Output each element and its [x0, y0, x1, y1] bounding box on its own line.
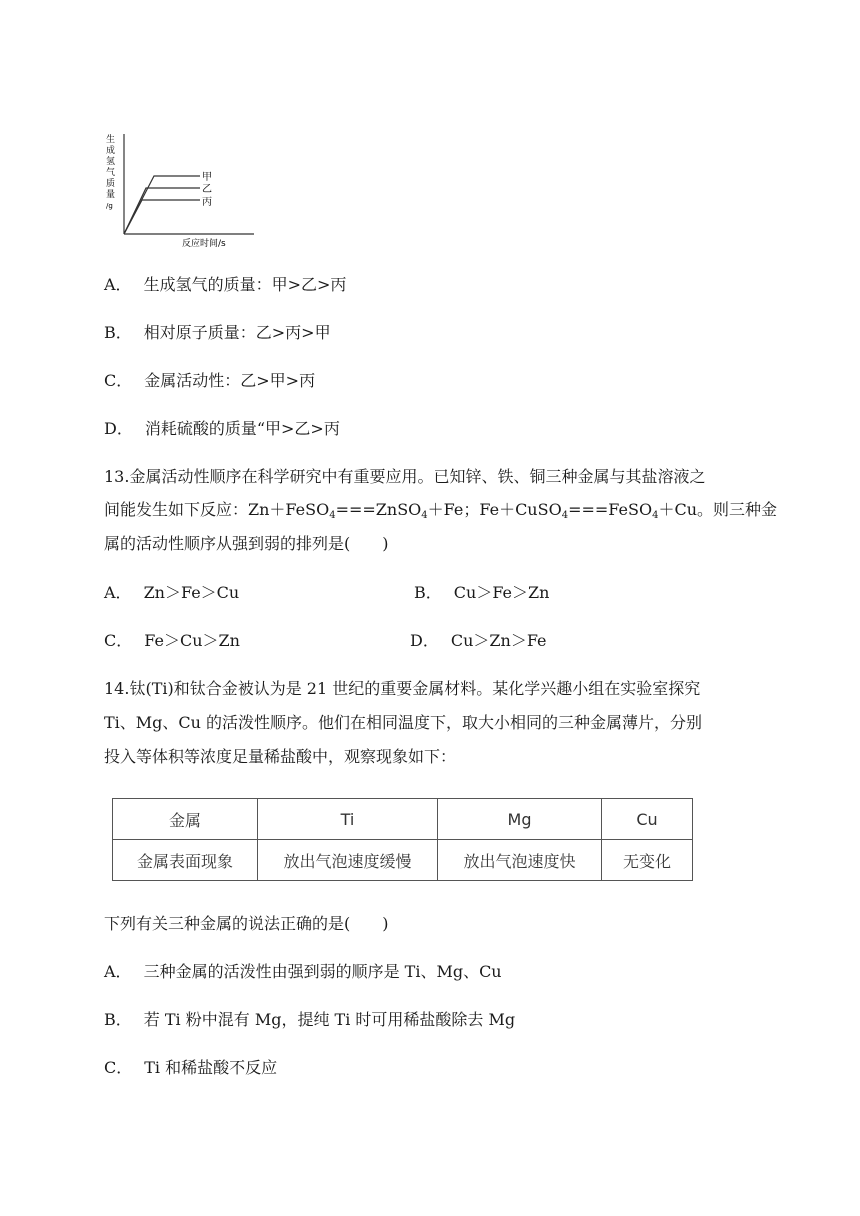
- option-text: Cu＞Zn＞Fe: [450, 631, 547, 650]
- option-text: 相对原子质量：乙>丙>甲: [143, 323, 331, 342]
- q13-option-d: [410, 629, 547, 653]
- series-label-yi: 乙: [202, 184, 212, 195]
- q12-option-d: [104, 417, 340, 441]
- option-label: C．: [104, 631, 133, 650]
- subscript: 4: [329, 510, 336, 521]
- option-label: D．: [410, 631, 439, 650]
- option-text: 生成氢气的质量：甲>乙>丙: [143, 275, 347, 294]
- observation-table: [112, 798, 693, 881]
- q14-stem-line-1: 14.钛(Ti)和钛合金被认为是 21 世纪的重要金属材料。某化学兴趣小组在实验室探究: [104, 679, 701, 698]
- subscript: 4: [652, 510, 659, 521]
- y-label-char: 质: [106, 179, 116, 189]
- q14-option-c: [104, 1056, 277, 1080]
- y-label-char: 生: [106, 135, 116, 145]
- table-cell: Cu: [602, 799, 693, 840]
- option-label: B．: [414, 583, 442, 602]
- hydrogen-mass-figure: [104, 128, 264, 250]
- option-label: D．: [104, 419, 133, 438]
- q13-option-c: [104, 629, 240, 653]
- series-label-bing: 丙: [202, 197, 212, 208]
- table-cell: Ti: [258, 799, 438, 840]
- table-cell: 放出气泡速度缓慢: [258, 840, 438, 881]
- option-label: B．: [104, 1010, 132, 1029]
- q13-stem-line-3: 属的活动性顺序从强到弱的排列是( ): [104, 534, 389, 553]
- stem-part: ===FeSO: [568, 500, 653, 519]
- table-cell: 无变化: [602, 840, 693, 881]
- option-label: C．: [104, 371, 133, 390]
- option-text: 若 Ti 粉中混有 Mg，提纯 Ti 时可用稀盐酸除去 Mg: [143, 1010, 516, 1029]
- table-header-row: [113, 799, 693, 840]
- option-label: A．: [104, 583, 132, 602]
- q12-option-a: [104, 273, 346, 297]
- q13-stem-line-2: [104, 498, 777, 522]
- y-label-char: 成: [106, 146, 116, 156]
- option-text: Ti 和稀盐酸不反应: [144, 1058, 278, 1077]
- option-label: C．: [104, 1058, 133, 1077]
- q14-stem-line-3: 投入等体积等浓度足量稀盐酸中，观察现象如下：: [104, 747, 457, 766]
- y-label-char: 气: [106, 168, 116, 178]
- q14-option-b: [104, 1008, 515, 1032]
- option-text: Cu＞Fe＞Zn: [453, 583, 550, 602]
- subscript: 4: [561, 510, 569, 521]
- q14-stem-line-2: Ti、Mg、Cu 的活泼性顺序。他们在相同温度下，取大小相同的三种金属薄片，分别: [104, 713, 703, 732]
- y-label-char: /g: [106, 202, 113, 210]
- option-text: 三种金属的活泼性由强到弱的顺序是 Ti、Mg、Cu: [143, 962, 502, 981]
- q13-stem-line-1: 13.金属活动性顺序在科学研究中有重要应用。已知锌、铁、铜三种金属与其盐溶液之: [104, 467, 706, 486]
- y-label-char: 氢: [106, 157, 116, 167]
- table-cell: Mg: [438, 799, 602, 840]
- table-cell: 金属表面现象: [113, 840, 258, 881]
- table-cell: 放出气泡速度快: [438, 840, 602, 881]
- stem-part: ===ZnSO: [335, 500, 422, 519]
- q12-option-b: [104, 321, 331, 345]
- hydrogen-mass-graph: [104, 128, 264, 250]
- q12-option-c: [104, 369, 315, 393]
- option-text: Zn＞Fe＞Cu: [143, 583, 240, 602]
- series-label-jia: 甲: [202, 172, 212, 183]
- option-label: A．: [104, 962, 132, 981]
- stem-part: ＋Fe；Fe＋CuSO: [427, 500, 562, 519]
- option-text: Fe＞Cu＞Zn: [144, 631, 240, 650]
- curve-jia: [124, 176, 200, 234]
- x-axis-label: 反应时间/s: [182, 239, 226, 249]
- q14-option-a: [104, 960, 502, 984]
- stem-part: 间能发生如下反应：Zn＋FeSO: [104, 500, 330, 519]
- option-label: B．: [104, 323, 132, 342]
- subscript: 4: [421, 510, 428, 521]
- option-text: 消耗硫酸的质量“甲>乙>丙: [144, 419, 340, 438]
- option-text: 金属活动性：乙>甲>丙: [144, 371, 316, 390]
- q13-option-b: [414, 581, 549, 605]
- y-label-char: 量: [106, 190, 116, 200]
- curve-yi: [124, 188, 200, 234]
- q14-question: 下列有关三种金属的说法正确的是( ): [104, 914, 389, 933]
- table-row: [113, 840, 693, 881]
- curve-bing: [124, 200, 200, 234]
- stem-part: ＋Cu。则三种金: [658, 500, 778, 519]
- q13-option-a: [104, 581, 239, 605]
- option-label: A．: [104, 275, 132, 294]
- table-cell: 金属: [113, 799, 258, 840]
